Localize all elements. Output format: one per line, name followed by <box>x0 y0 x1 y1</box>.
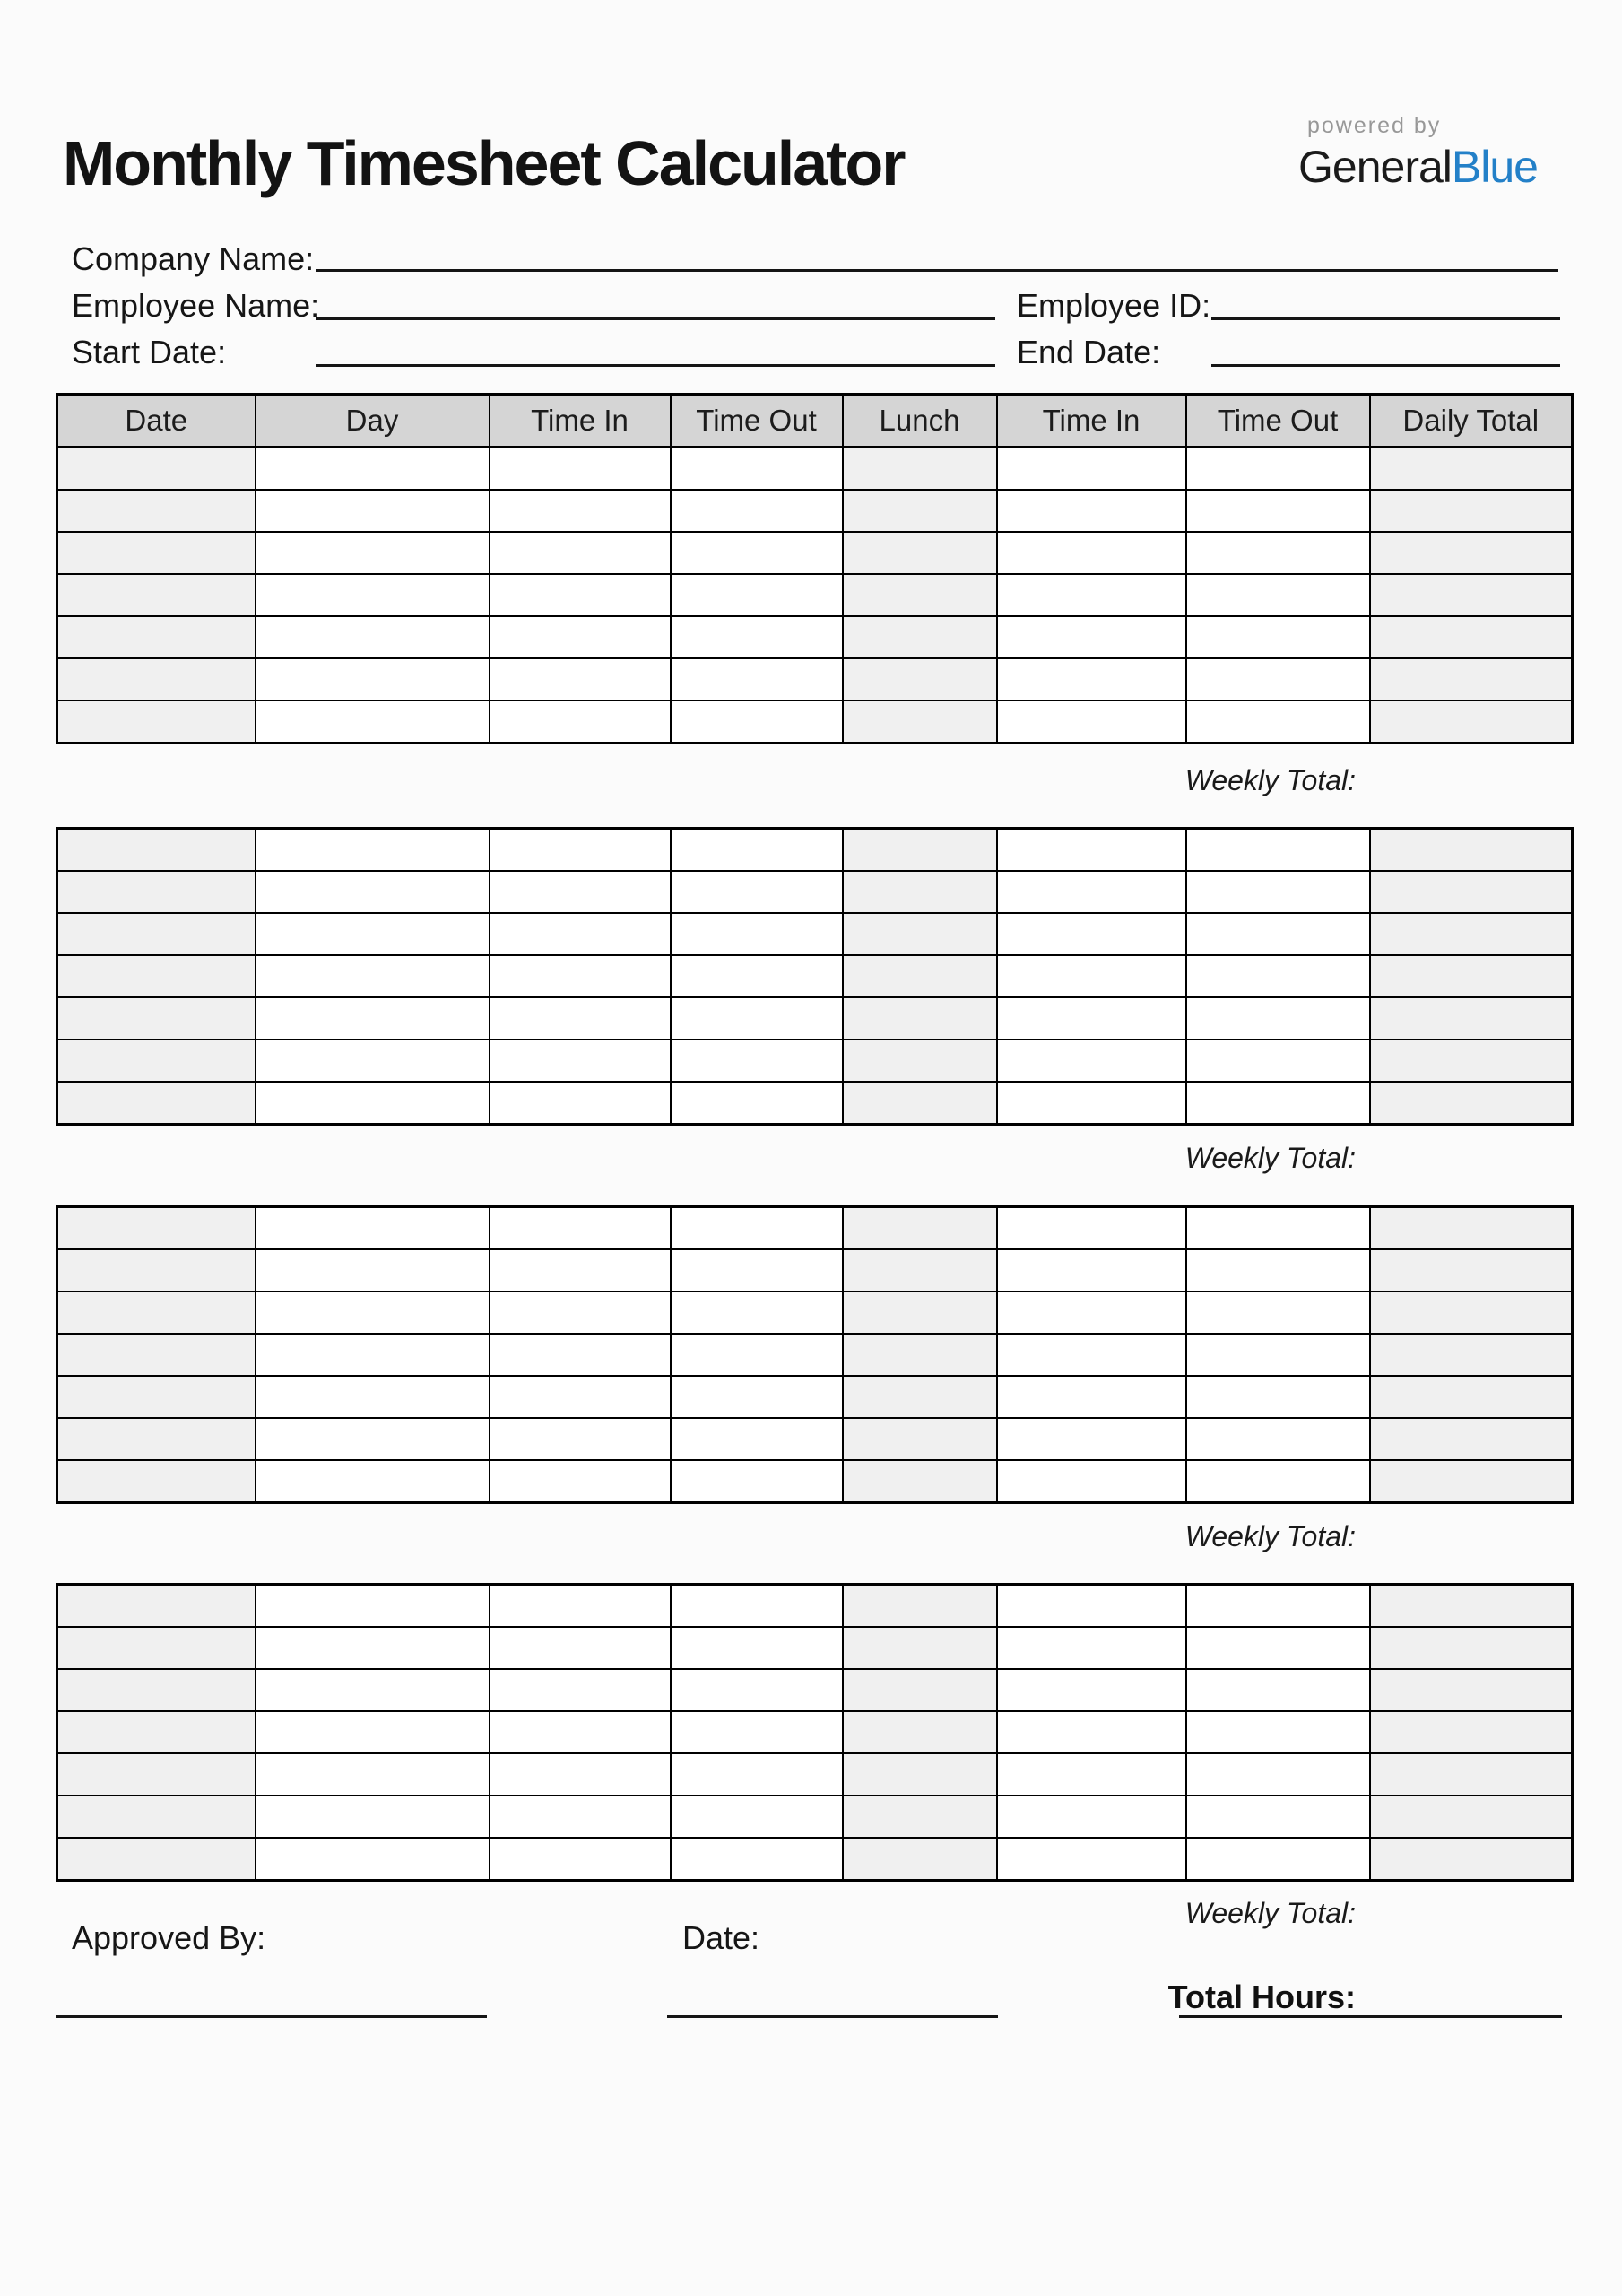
timesheet-cell <box>671 448 843 491</box>
timesheet-cell <box>1186 1796 1370 1838</box>
timesheet-cell <box>57 1460 256 1503</box>
timesheet-cell <box>843 658 997 700</box>
timesheet-cell <box>671 1082 843 1125</box>
timesheet-cell <box>256 574 490 616</box>
timesheet-week-2 <box>56 827 1571 1126</box>
timesheet-cell <box>1186 490 1370 532</box>
timesheet-cell <box>57 574 256 616</box>
timesheet-cell <box>997 448 1186 491</box>
timesheet-cell <box>671 532 843 574</box>
timesheet-cell <box>1370 490 1573 532</box>
timesheet-cell <box>57 955 256 997</box>
timesheet-cell <box>671 1460 843 1503</box>
table-header-row <box>57 395 1573 448</box>
approval-date-line <box>667 2015 998 2018</box>
timesheet-row <box>57 829 1573 872</box>
timesheet-cell <box>490 1249 671 1292</box>
timesheet-cell <box>1186 616 1370 658</box>
timesheet-cell <box>490 700 671 744</box>
timesheet-cell <box>997 829 1186 872</box>
timesheet-cell <box>997 1796 1186 1838</box>
col-header-day: Day <box>256 395 490 448</box>
timesheet-cell <box>57 1376 256 1418</box>
timesheet-cell <box>1370 871 1573 913</box>
timesheet-cell <box>1186 997 1370 1039</box>
timesheet-cell <box>1370 658 1573 700</box>
timesheet-cell <box>57 1249 256 1292</box>
timesheet-row <box>57 1292 1573 1334</box>
timesheet-row <box>57 1585 1573 1628</box>
timesheet-cell <box>57 1753 256 1796</box>
timesheet-cell <box>1186 1418 1370 1460</box>
timesheet-row <box>57 913 1573 955</box>
col-header-daily-total: Daily Total <box>1370 395 1573 448</box>
timesheet-cell <box>1186 829 1370 872</box>
timesheet-cell <box>1370 913 1573 955</box>
timesheet-cell <box>843 955 997 997</box>
timesheet-cell <box>57 1838 256 1881</box>
timesheet-cell <box>997 913 1186 955</box>
timesheet-cell <box>256 871 490 913</box>
timesheet-row <box>57 955 1573 997</box>
timesheet-cell <box>1370 829 1573 872</box>
timesheet-cell <box>671 955 843 997</box>
end-date-field-line <box>1211 364 1560 367</box>
timesheet-cell <box>997 1418 1186 1460</box>
brand-general-text: General <box>1298 142 1452 192</box>
timesheet-cell <box>997 1292 1186 1334</box>
timesheet-cell <box>671 1249 843 1292</box>
timesheet-row <box>57 574 1573 616</box>
timesheet-row <box>57 532 1573 574</box>
timesheet-row <box>57 616 1573 658</box>
timesheet-cell <box>1186 1669 1370 1711</box>
timesheet-cell <box>843 1334 997 1376</box>
timesheet-cell <box>671 1207 843 1250</box>
timesheet-cell <box>671 1838 843 1881</box>
timesheet-week-4 <box>56 1583 1571 1882</box>
timesheet-cell <box>997 997 1186 1039</box>
timesheet-cell <box>256 658 490 700</box>
timesheet-cell <box>256 955 490 997</box>
timesheet-cell <box>57 1796 256 1838</box>
timesheet-cell <box>256 1082 490 1125</box>
timesheet-cell <box>490 871 671 913</box>
timesheet-row <box>57 1249 1573 1292</box>
timesheet-cell <box>1186 1334 1370 1376</box>
timesheet-cell <box>997 574 1186 616</box>
start-date-field-line <box>316 364 995 367</box>
timesheet-row <box>57 1796 1573 1838</box>
weekly-total-label-2: Weekly Total: <box>1184 1142 1356 1174</box>
timesheet-cell <box>997 1039 1186 1082</box>
timesheet-cell <box>57 1711 256 1753</box>
timesheet-cell <box>843 1669 997 1711</box>
timesheet-cell <box>1186 1249 1370 1292</box>
weekly-total-label-4: Weekly Total: <box>1184 1897 1356 1929</box>
timesheet-row <box>57 1838 1573 1881</box>
timesheet-cell <box>843 871 997 913</box>
brand-blue-text: Blue <box>1451 142 1538 192</box>
weekly-total-label-1: Weekly Total: <box>1184 764 1356 796</box>
timesheet-cell <box>671 1669 843 1711</box>
timesheet-cell <box>1370 1376 1573 1418</box>
timesheet-cell <box>997 1627 1186 1669</box>
timesheet-cell <box>57 700 256 744</box>
timesheet-cell <box>490 1376 671 1418</box>
timesheet-cell <box>1370 997 1573 1039</box>
timesheet-cell <box>57 829 256 872</box>
timesheet-row <box>57 871 1573 913</box>
timesheet-cell <box>997 1753 1186 1796</box>
timesheet-cell <box>256 997 490 1039</box>
timesheet-cell <box>843 574 997 616</box>
timesheet-row <box>57 658 1573 700</box>
timesheet-cell <box>1370 1669 1573 1711</box>
timesheet-cell <box>1186 913 1370 955</box>
timesheet-cell <box>57 997 256 1039</box>
timesheet-cell <box>843 1711 997 1753</box>
timesheet-cell <box>1370 1334 1573 1376</box>
timesheet-cell <box>997 1585 1186 1628</box>
timesheet-cell <box>256 913 490 955</box>
timesheet-cell <box>256 1460 490 1503</box>
timesheet-cell <box>1186 955 1370 997</box>
timesheet-cell <box>1370 1838 1573 1881</box>
timesheet-cell <box>1370 1418 1573 1460</box>
timesheet-cell <box>490 490 671 532</box>
timesheet-cell <box>843 448 997 491</box>
timesheet-cell <box>256 1753 490 1796</box>
timesheet-cell <box>997 871 1186 913</box>
timesheet-cell <box>1370 1082 1573 1125</box>
timesheet-cell <box>256 532 490 574</box>
timesheet-cell <box>256 1249 490 1292</box>
total-hours-label: Total Hours: <box>1167 1979 1356 2015</box>
timesheet-cell <box>1186 871 1370 913</box>
timesheet-cell <box>671 1585 843 1628</box>
timesheet-cell <box>1186 658 1370 700</box>
timesheet-cell <box>256 448 490 491</box>
timesheet-cell <box>57 1207 256 1250</box>
timesheet-cell <box>843 1585 997 1628</box>
timesheet-cell <box>57 1418 256 1460</box>
timesheet-cell <box>843 1796 997 1838</box>
timesheet-cell <box>843 1249 997 1292</box>
timesheet-cell <box>671 490 843 532</box>
timesheet-cell <box>256 490 490 532</box>
timesheet-cell <box>997 532 1186 574</box>
timesheet-cell <box>671 1039 843 1082</box>
timesheet-cell <box>1370 1207 1573 1250</box>
timesheet-cell <box>1370 955 1573 997</box>
timesheet-cell <box>671 700 843 744</box>
timesheet-cell <box>57 1082 256 1125</box>
timesheet-cell <box>843 829 997 872</box>
timesheet-cell <box>1186 1627 1370 1669</box>
brand-wordmark <box>1298 141 1567 193</box>
timesheet-cell <box>256 1585 490 1628</box>
timesheet-cell <box>1370 1585 1573 1628</box>
timesheet-cell <box>490 658 671 700</box>
timesheet-cell <box>671 829 843 872</box>
timesheet-cell <box>843 532 997 574</box>
timesheet-cell <box>843 913 997 955</box>
timesheet-cell <box>843 490 997 532</box>
timesheet-row <box>57 448 1573 491</box>
timesheet-cell <box>57 658 256 700</box>
timesheet-cell <box>256 1669 490 1711</box>
timesheet-cell <box>671 574 843 616</box>
employee-id-field-line <box>1211 317 1560 320</box>
timesheet-cell <box>1370 1796 1573 1838</box>
timesheet-row <box>57 1334 1573 1376</box>
timesheet-cell <box>997 1838 1186 1881</box>
timesheet-cell <box>843 1627 997 1669</box>
timesheet-cell <box>256 616 490 658</box>
timesheet-cell <box>256 700 490 744</box>
timesheet-cell <box>1370 532 1573 574</box>
timesheet-cell <box>997 490 1186 532</box>
col-header-date: Date <box>57 395 256 448</box>
timesheet-cell <box>671 616 843 658</box>
timesheet-cell <box>671 997 843 1039</box>
timesheet-cell <box>997 955 1186 997</box>
timesheet-cell <box>843 1082 997 1125</box>
timesheet-cell <box>1186 574 1370 616</box>
timesheet-row <box>57 1711 1573 1753</box>
brand-logo <box>1298 113 1567 193</box>
timesheet-cell <box>1186 1585 1370 1628</box>
timesheet-cell <box>843 1460 997 1503</box>
timesheet-cell <box>490 1796 671 1838</box>
timesheet-cell <box>1186 532 1370 574</box>
timesheet-cell <box>1370 616 1573 658</box>
timesheet-cell <box>1370 1292 1573 1334</box>
timesheet-cell <box>997 616 1186 658</box>
timesheet-cell <box>997 1082 1186 1125</box>
timesheet-cell <box>1186 1292 1370 1334</box>
powered-by-text: powered by <box>1307 113 1442 138</box>
timesheet-cell <box>997 1669 1186 1711</box>
timesheet-cell <box>490 1753 671 1796</box>
approved-by-label: Approved By: <box>72 1919 266 1956</box>
timesheet-cell <box>256 1334 490 1376</box>
timesheet-cell <box>671 1376 843 1418</box>
timesheet-cell <box>1370 1753 1573 1796</box>
timesheet-cell <box>843 700 997 744</box>
timesheet-cell <box>1186 1207 1370 1250</box>
timesheet-cell <box>671 1711 843 1753</box>
timesheet-row <box>57 1627 1573 1669</box>
timesheet-cell <box>1186 1838 1370 1881</box>
timesheet-cell <box>57 532 256 574</box>
timesheet-cell <box>256 1838 490 1881</box>
timesheet-cell <box>1186 1711 1370 1753</box>
timesheet-row <box>57 997 1573 1039</box>
timesheet-cell <box>1370 1711 1573 1753</box>
timesheet-cell <box>256 1376 490 1418</box>
timesheet-cell <box>843 1753 997 1796</box>
timesheet-cell <box>997 1460 1186 1503</box>
timesheet-cell <box>1186 1082 1370 1125</box>
timesheet-cell <box>1186 700 1370 744</box>
timesheet-cell <box>57 1334 256 1376</box>
timesheet-cell <box>1370 1460 1573 1503</box>
timesheet-cell <box>490 1838 671 1881</box>
timesheet-cell <box>997 1376 1186 1418</box>
timesheet-cell <box>671 913 843 955</box>
timesheet-cell <box>256 1039 490 1082</box>
company-name-field-line <box>316 269 1558 272</box>
timesheet-cell <box>490 1669 671 1711</box>
approval-date-label: Date: <box>682 1919 760 1956</box>
timesheet-cell <box>1370 1627 1573 1669</box>
timesheet-cell <box>843 997 997 1039</box>
timesheet-cell <box>843 1039 997 1082</box>
timesheet-cell <box>490 616 671 658</box>
timesheet-cell <box>57 913 256 955</box>
timesheet-week-3 <box>56 1205 1571 1504</box>
timesheet-cell <box>57 448 256 491</box>
timesheet-cell <box>1186 448 1370 491</box>
timesheet-cell <box>1370 574 1573 616</box>
timesheet-row <box>57 1376 1573 1418</box>
timesheet-cell <box>843 1207 997 1250</box>
timesheet-cell <box>256 1207 490 1250</box>
timesheet-cell <box>1370 448 1573 491</box>
timesheet-cell <box>997 1334 1186 1376</box>
timesheet-cell <box>671 658 843 700</box>
timesheet-cell <box>256 1711 490 1753</box>
col-header-lunch: Lunch <box>843 395 997 448</box>
timesheet-cell <box>843 616 997 658</box>
employee-name-label: Employee Name: <box>72 287 320 324</box>
timesheet-row <box>57 490 1573 532</box>
timesheet-cell <box>57 616 256 658</box>
timesheet-cell <box>843 1838 997 1881</box>
col-header-time-in-1: Time In <box>490 395 671 448</box>
employee-id-label: Employee ID: <box>1017 287 1211 324</box>
timesheet-cell <box>490 997 671 1039</box>
timesheet-cell <box>490 829 671 872</box>
page-title: Monthly Timesheet Calculator <box>63 128 905 198</box>
timesheet-cell <box>490 1585 671 1628</box>
timesheet-cell <box>57 1585 256 1628</box>
timesheet-week-1 <box>56 393 1571 744</box>
timesheet-cell <box>490 574 671 616</box>
col-header-time-out-1: Time Out <box>671 395 843 448</box>
timesheet-cell <box>1370 1039 1573 1082</box>
timesheet-cell <box>57 490 256 532</box>
total-hours-line <box>1179 2015 1562 2018</box>
timesheet-row <box>57 700 1573 744</box>
timesheet-row <box>57 1418 1573 1460</box>
timesheet-cell <box>490 1711 671 1753</box>
timesheet-cell <box>490 1418 671 1460</box>
timesheet-cell <box>1370 1249 1573 1292</box>
timesheet-cell <box>671 871 843 913</box>
timesheet-cell <box>57 1039 256 1082</box>
timesheet-cell <box>843 1292 997 1334</box>
timesheet-cell <box>1186 1460 1370 1503</box>
timesheet-cell <box>997 1207 1186 1250</box>
timesheet-cell <box>1186 1376 1370 1418</box>
timesheet-cell <box>843 1418 997 1460</box>
timesheet-cell <box>490 955 671 997</box>
end-date-label: End Date: <box>1017 334 1161 370</box>
timesheet-row <box>57 1669 1573 1711</box>
timesheet-cell <box>256 1627 490 1669</box>
timesheet-cell <box>997 1249 1186 1292</box>
timesheet-cell <box>57 871 256 913</box>
timesheet-cell <box>490 1334 671 1376</box>
company-name-label: Company Name: <box>72 240 315 277</box>
timesheet-cell <box>1186 1753 1370 1796</box>
timesheet-cell <box>490 532 671 574</box>
timesheet-cell <box>1370 700 1573 744</box>
employee-name-field-line <box>316 317 995 320</box>
approved-by-signature-line <box>56 2015 487 2018</box>
timesheet-cell <box>671 1418 843 1460</box>
timesheet-cell <box>490 1627 671 1669</box>
timesheet-cell <box>671 1627 843 1669</box>
timesheet-cell <box>843 1376 997 1418</box>
timesheet-row <box>57 1753 1573 1796</box>
timesheet-row <box>57 1082 1573 1125</box>
timesheet-cell <box>997 1711 1186 1753</box>
col-header-time-in-2: Time In <box>997 395 1186 448</box>
timesheet-cell <box>490 1292 671 1334</box>
timesheet-cell <box>490 1207 671 1250</box>
timesheet-cell <box>671 1753 843 1796</box>
start-date-label: Start Date: <box>72 334 227 370</box>
timesheet-cell <box>490 1039 671 1082</box>
timesheet-cell <box>256 1796 490 1838</box>
timesheet-cell <box>490 1082 671 1125</box>
timesheet-cell <box>671 1292 843 1334</box>
timesheet-cell <box>490 1460 671 1503</box>
timesheet-row <box>57 1039 1573 1082</box>
timesheet-cell <box>1186 1039 1370 1082</box>
timesheet-cell <box>256 1292 490 1334</box>
timesheet-cell <box>997 700 1186 744</box>
timesheet-cell <box>57 1627 256 1669</box>
timesheet-row <box>57 1460 1573 1503</box>
timesheet-cell <box>490 448 671 491</box>
timesheet-cell <box>671 1334 843 1376</box>
timesheet-cell <box>57 1292 256 1334</box>
weekly-total-label-3: Weekly Total: <box>1184 1520 1356 1552</box>
timesheet-cell <box>671 1796 843 1838</box>
timesheet-cell <box>490 913 671 955</box>
timesheet-row <box>57 1207 1573 1250</box>
col-header-time-out-2: Time Out <box>1186 395 1370 448</box>
timesheet-cell <box>256 1418 490 1460</box>
timesheet-cell <box>57 1669 256 1711</box>
timesheet-cell <box>256 829 490 872</box>
timesheet-cell <box>997 658 1186 700</box>
